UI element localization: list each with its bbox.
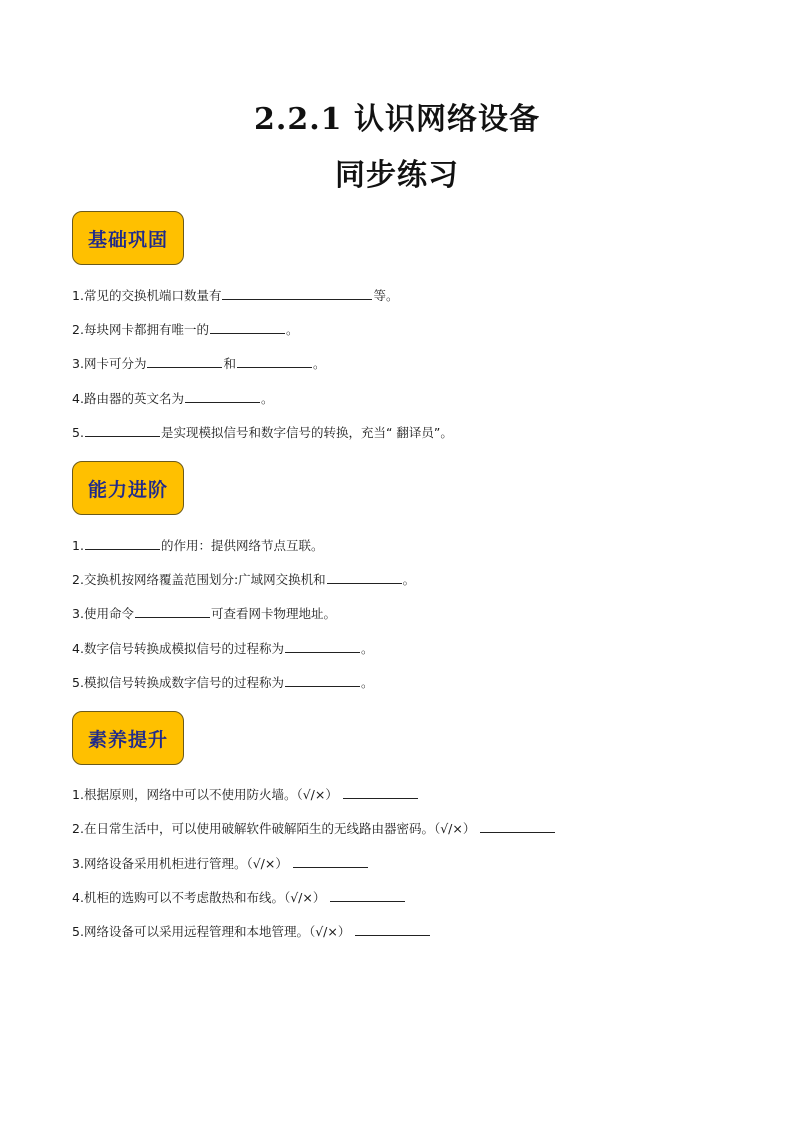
question-text-end: 。 — [312, 356, 326, 371]
question-1-3 — [72, 355, 325, 372]
answer-blank[interactable] — [147, 355, 222, 368]
answer-blank[interactable] — [293, 855, 368, 868]
question-number: 2. — [72, 821, 84, 836]
question-text-end: 。 — [285, 322, 299, 337]
question-number: 1. — [72, 787, 84, 802]
question-text-end: 的作用：提供网络节点互联。 — [160, 538, 324, 553]
question-2-1 — [72, 537, 323, 554]
question-number: 4. — [72, 641, 84, 656]
question-text: 网络设备采用机柜进行管理。（√/×） — [83, 856, 288, 871]
question-number: 3. — [72, 356, 84, 371]
question-1-4 — [72, 390, 273, 407]
answer-blank[interactable] — [285, 640, 360, 653]
answer-blank[interactable] — [330, 889, 405, 902]
question-text-end: 。 — [360, 641, 374, 656]
question-text: 常见的交换机端口数量有 — [83, 288, 222, 303]
question-3-1 — [72, 786, 419, 803]
question-text: 在日常生活中，可以使用破解软件破解陌生的无线路由器密码。（√/×） — [83, 821, 476, 836]
question-text: 根据原则，网络中可以不使用防火墙。（√/×） — [83, 787, 338, 802]
question-3-2 — [72, 820, 556, 837]
question-2-3 — [72, 605, 336, 622]
question-number: 4. — [72, 391, 84, 406]
question-text: 交换机按网络覆盖范围划分:广域网交换机和 — [83, 572, 326, 587]
question-text: 机柜的选购可以不考虑散热和布线。（√/×） — [83, 890, 326, 905]
question-3-3 — [72, 855, 369, 872]
question-2-2 — [72, 571, 415, 588]
question-1-5 — [72, 424, 453, 441]
question-number: 3. — [72, 856, 84, 871]
section-badge-literacy: 素养提升 — [72, 711, 184, 765]
question-number: 5. — [72, 425, 84, 440]
question-text-end: 。 — [360, 675, 374, 690]
question-3-5 — [72, 923, 431, 940]
answer-blank[interactable] — [237, 355, 312, 368]
question-text: 模拟信号转换成数字信号的过程称为 — [83, 675, 284, 690]
question-text-end: 等。 — [373, 288, 399, 303]
question-number: 5. — [72, 924, 84, 939]
question-number: 1. — [72, 538, 84, 553]
question-text: 每块网卡都拥有唯一的 — [83, 322, 209, 337]
question-1-1 — [72, 287, 398, 304]
question-number: 1. — [72, 288, 84, 303]
question-text-end: 。 — [402, 572, 416, 587]
question-2-5 — [72, 674, 373, 691]
question-text: 路由器的英文名为 — [83, 391, 184, 406]
question-text: 数字信号转换成模拟信号的过程称为 — [83, 641, 284, 656]
answer-blank[interactable] — [480, 820, 555, 833]
section-badge-basic: 基础巩固 — [72, 211, 184, 265]
question-number: 4. — [72, 890, 84, 905]
question-number: 2. — [72, 322, 84, 337]
answer-blank[interactable] — [355, 923, 430, 936]
answer-blank[interactable] — [210, 321, 285, 334]
question-3-4 — [72, 889, 406, 906]
answer-blank[interactable] — [222, 287, 372, 300]
question-text-end: 。 — [260, 391, 274, 406]
question-number: 5. — [72, 675, 84, 690]
question-text-end: 可查看网卡物理地址。 — [210, 606, 336, 621]
answer-blank[interactable] — [85, 424, 160, 437]
page-subtitle: 同步练习 — [335, 158, 459, 193]
question-text: 网卡可分为 — [83, 356, 147, 371]
answer-blank[interactable] — [343, 786, 418, 799]
question-1-2 — [72, 321, 298, 338]
question-number: 3. — [72, 606, 84, 621]
question-text-end: 是实现模拟信号和数字信号的转换，充当“ 翻译员”。 — [160, 425, 453, 440]
section-badge-advanced: 能力进阶 — [72, 461, 184, 515]
question-number: 2. — [72, 572, 84, 587]
question-text: 网络设备可以采用远程管理和本地管理。（√/×） — [83, 924, 351, 939]
question-text-mid: 和 — [223, 356, 236, 371]
answer-blank[interactable] — [85, 537, 160, 550]
question-text: 使用命令 — [83, 606, 134, 621]
answer-blank[interactable] — [135, 605, 210, 618]
answer-blank[interactable] — [327, 571, 402, 584]
answer-blank[interactable] — [185, 390, 260, 403]
question-2-4 — [72, 640, 373, 657]
answer-blank[interactable] — [285, 674, 360, 687]
page-title: 2.2.1 认识网络设备 — [254, 102, 540, 137]
